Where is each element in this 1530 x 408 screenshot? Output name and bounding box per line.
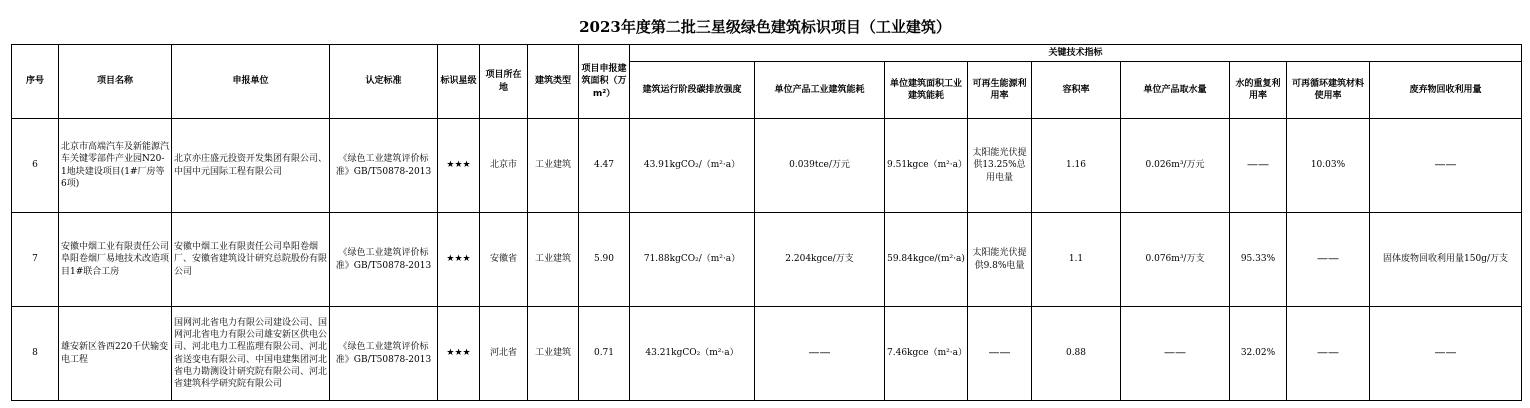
cell-name: 北京市高端汽车及新能源汽车关键零部件产业园N20-1地块建设项目(1#厂房等6项) [59, 119, 172, 213]
cell-applicant: 安徽中烟工业有限责任公司阜阳卷烟厂、安徽省建筑设计研究总院股份有限公司 [172, 213, 330, 307]
cell-metric: 太阳能光伏提供13.25%总用电量 [968, 119, 1032, 213]
cell-seq: 6 [12, 119, 59, 213]
header-metric: 废弃物回收利用量 [1370, 62, 1522, 119]
cell-metric: 1.1 [1032, 213, 1121, 307]
header-metric: 单位建筑面积工业建筑能耗 [885, 62, 968, 119]
cell-metric: 2.204kgce/万支 [755, 213, 885, 307]
cell-metric: 0.076m³/万支 [1121, 213, 1230, 307]
header-metric: 建筑运行阶段碳排放强度 [630, 62, 755, 119]
table-row [12, 119, 1522, 213]
header-metric: 容积率 [1032, 62, 1121, 119]
header-star: 标识星级 [438, 45, 480, 119]
cell-star: ★★★ [438, 213, 480, 307]
cell-metric: —— [1287, 307, 1370, 401]
header-location: 项目所在地 [480, 45, 528, 119]
header-standard: 认定标准 [330, 45, 438, 119]
cell-metric: 59.84kgce/(m²·a) [885, 213, 968, 307]
cell-type: 工业建筑 [528, 307, 579, 401]
cell-metric: 1.16 [1032, 119, 1121, 213]
projects-table [11, 44, 1522, 401]
cell-metric: —— [755, 307, 885, 401]
cell-metric: 太阳能光伏提供9.8%电量 [968, 213, 1032, 307]
table-row [12, 307, 1522, 401]
cell-metric: 10.03% [1287, 119, 1370, 213]
header-metric: 水的重复利用率 [1230, 62, 1287, 119]
cell-metric: 0.039tce/万元 [755, 119, 885, 213]
cell-metric: 71.88kgCO₂/（m²·a） [630, 213, 755, 307]
header-key-tech: 关键技术指标 [630, 45, 1522, 62]
cell-star: ★★★ [438, 119, 480, 213]
cell-name: 安徽中烟工业有限责任公司阜阳卷烟厂易地技术改造项目1#联合工房 [59, 213, 172, 307]
header-name: 项目名称 [59, 45, 172, 119]
cell-type: 工业建筑 [528, 213, 579, 307]
header-metric: 单位产品取水量 [1121, 62, 1230, 119]
page-title: 2023年度第二批三星级绿色建筑标识项目（工业建筑） [579, 18, 951, 36]
cell-metric: 7.46kgce（m²·a） [885, 307, 968, 401]
header-area: 项目申报建筑面积（万m²） [579, 45, 630, 119]
cell-metric: 固体废物回收利用量150g/万支 [1370, 213, 1522, 307]
cell-type: 工业建筑 [528, 119, 579, 213]
cell-metric: 43.91kgCO₂/（m²·a） [630, 119, 755, 213]
table-row [12, 213, 1522, 307]
cell-metric: —— [1370, 119, 1522, 213]
cell-applicant: 北京亦庄盛元投资开发集团有限公司、中国中元国际工程有限公司 [172, 119, 330, 213]
cell-standard: 《绿色工业建筑评价标准》GB/T50878-2013 [330, 213, 438, 307]
cell-metric: 95.33% [1230, 213, 1287, 307]
header-type: 建筑类型 [528, 45, 579, 119]
cell-location: 北京市 [480, 119, 528, 213]
cell-metric: 32.02% [1230, 307, 1287, 401]
cell-metric: —— [968, 307, 1032, 401]
cell-metric: 0.026m³/万元 [1121, 119, 1230, 213]
cell-seq: 7 [12, 213, 59, 307]
cell-standard: 《绿色工业建筑评价标准》GB/T50878-2013 [330, 119, 438, 213]
cell-standard: 《绿色工业建筑评价标准》GB/T50878-2013 [330, 307, 438, 401]
cell-metric: 43.21kgCO₂（m²·a） [630, 307, 755, 401]
cell-metric: —— [1287, 213, 1370, 307]
cell-metric: —— [1121, 307, 1230, 401]
cell-metric: 0.88 [1032, 307, 1121, 401]
cell-star: ★★★ [438, 307, 480, 401]
cell-name: 雄安新区昝西220千伏输变电工程 [59, 307, 172, 401]
header-metric: 单位产品工业建筑能耗 [755, 62, 885, 119]
header-applicant: 申报单位 [172, 45, 330, 119]
cell-location: 安徽省 [480, 213, 528, 307]
cell-metric: —— [1230, 119, 1287, 213]
cell-area: 5.90 [579, 213, 630, 307]
cell-applicant: 国网河北省电力有限公司建设公司、国网河北省电力有限公司雄安新区供电公司、河北电力工程监理有限公司、河北省送变电有限公司、中国电建集团河北省电力勘测设计研究院有限公司、河北省建筑科学研究院有限公司 [172, 307, 330, 401]
cell-seq: 8 [12, 307, 59, 401]
cell-metric: 9.51kgce（m²·a） [885, 119, 968, 213]
header-seq: 序号 [12, 45, 59, 119]
cell-location: 河北省 [480, 307, 528, 401]
cell-area: 4.47 [579, 119, 630, 213]
cell-metric: —— [1370, 307, 1522, 401]
header-metric: 可再循环建筑材料使用率 [1287, 62, 1370, 119]
cell-area: 0.71 [579, 307, 630, 401]
header-metric: 可再生能源利用率 [968, 62, 1032, 119]
